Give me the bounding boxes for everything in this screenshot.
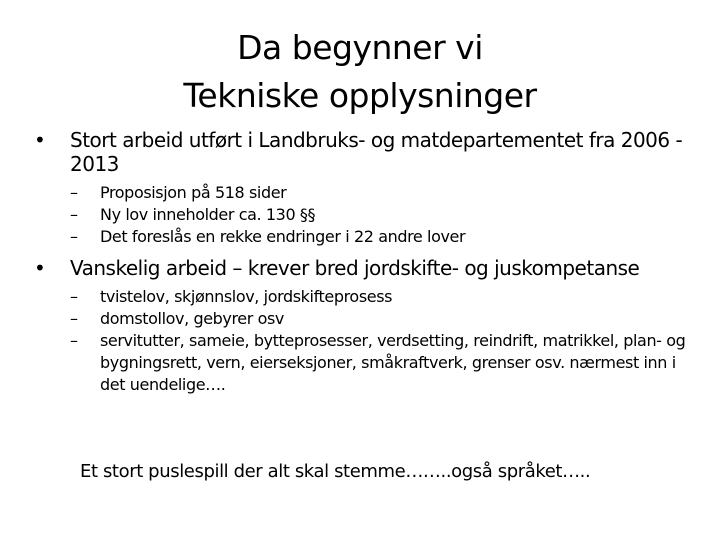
bullet-list <box>34 128 694 396</box>
sub-bullet-list <box>34 286 694 396</box>
bullet-icon: • <box>34 128 46 152</box>
sub-bullet-text: servitutter, sameie, bytteprosesser, verdsetting, reindrift, matrikkel, plan- og bygningsrett, vern, eierseksjoner, småkraftverk, grenser osv. nærmest inn i det uendelige…. <box>100 331 686 394</box>
dash-icon: – <box>70 331 78 350</box>
dash-icon: – <box>70 309 78 328</box>
bullet-text: Vanskelig arbeid – krever bred jordskifte- og juskompetanse <box>70 256 640 280</box>
sub-bullet-item <box>34 204 694 226</box>
sub-bullet-item <box>34 226 694 248</box>
bullet-section-1 <box>34 128 694 248</box>
slide-title <box>0 24 720 120</box>
sub-bullet-text: Ny lov inneholder ca. 130 §§ <box>100 205 316 224</box>
sub-bullet-item <box>34 330 694 396</box>
sub-bullet-text: tvistelov, skjønnslov, jordskifteprosess <box>100 287 393 306</box>
sub-bullet-item <box>34 286 694 308</box>
sub-bullet-list <box>34 182 694 248</box>
dash-icon: – <box>70 227 78 246</box>
closing-statement: Et stort puslespill der alt skal stemme……..også språket….. <box>80 461 591 482</box>
sub-bullet-item <box>34 182 694 204</box>
bullet-text: Stort arbeid utført i Landbruks- og matdepartementet fra 2006 - 2013 <box>70 128 683 176</box>
title-line-1: Da begynner vi <box>237 28 483 67</box>
sub-bullet-text: Det foreslås en rekke endringer i 22 andre lover <box>100 227 466 246</box>
dash-icon: – <box>70 183 78 202</box>
bullet-section-2 <box>34 256 694 396</box>
bullet-icon: • <box>34 256 46 280</box>
sub-bullet-text: Proposisjon på 518 sider <box>100 183 287 202</box>
title-line-2: Tekniske opplysninger <box>183 76 537 115</box>
dash-icon: – <box>70 287 78 306</box>
sub-bullet-item <box>34 308 694 330</box>
sub-bullet-text: domstollov, gebyrer osv <box>100 309 285 328</box>
bullet-item <box>34 256 694 280</box>
bullet-item <box>34 128 694 176</box>
dash-icon: – <box>70 205 78 224</box>
